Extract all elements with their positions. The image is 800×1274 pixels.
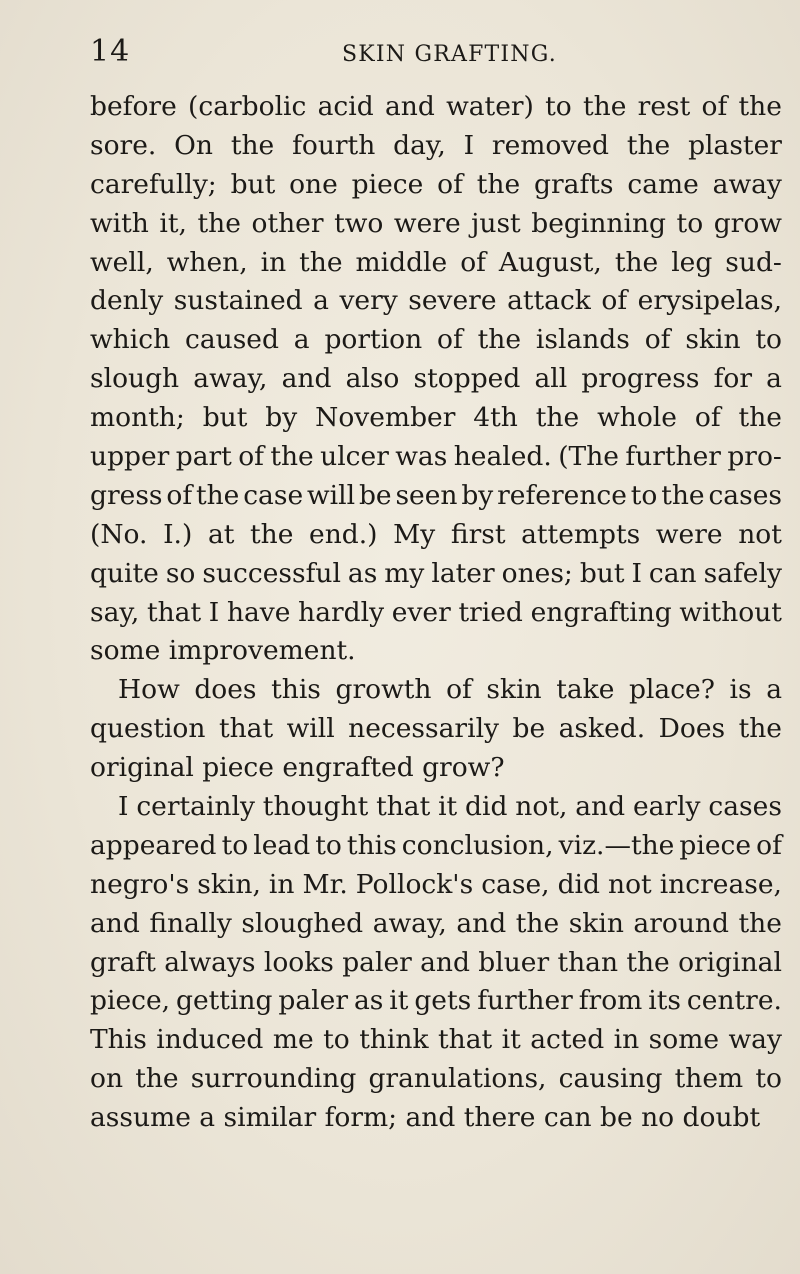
- text-line: and finally sloughed away, and the skin around the: [90, 907, 782, 939]
- text-line: negro's skin, in Mr. Pollock's case, did not increase,: [90, 868, 782, 900]
- text-line: on the surrounding granulations, causing them to: [90, 1063, 782, 1095]
- text-line: before (carbolic acid and water) to the rest of the: [90, 91, 782, 122]
- text-line: denly sustained a very severe attack of erysipelas,: [90, 285, 782, 317]
- text-line: assume a similar form; and there can be no doubt: [90, 1102, 761, 1134]
- text-line: graft always looks paler and bluer than the original: [90, 946, 782, 978]
- text-line: month; but by November 4th the whole of the: [90, 402, 782, 434]
- text-line: with it, the other two were just beginning to grow: [90, 207, 782, 239]
- text-line: which caused a portion of the islands of skin to: [90, 324, 782, 356]
- text-line: I certainly thought that it did not, and early cases: [118, 791, 782, 823]
- page-number: 14: [90, 34, 131, 69]
- text-line: carefully; but one piece of the grafts came away: [90, 168, 782, 200]
- text-line: gress of the case will be seen by reference to the cases: [90, 479, 782, 511]
- body-text: [90, 88, 782, 1138]
- text-line: say, that I have hardly ever tried engrafting without: [90, 596, 782, 628]
- text-line: (No. I.) at the end.) My first attempts were not: [90, 518, 782, 550]
- text-line: original piece engrafted grow?: [90, 752, 505, 784]
- text-line: sore. On the fourth day, I removed the plaster: [90, 129, 782, 161]
- text-line: appeared to lead to this conclusion, viz.—the piece of: [90, 829, 782, 861]
- text-line: How does this growth of skin take place? is a: [118, 674, 782, 706]
- text-line: question that will necessarily be asked. Does the: [90, 713, 782, 745]
- page-header: [0, 30, 800, 70]
- text-line: some improvement.: [90, 635, 356, 667]
- running-head: SKIN GRAFTING.: [342, 42, 557, 67]
- text-line: upper part of the ulcer was healed. (The further pro-: [90, 441, 782, 473]
- text-line: slough away, and also stopped all progress for a: [90, 363, 782, 395]
- text-line: This induced me to think that it acted in some way: [90, 1024, 782, 1056]
- text-line: piece, getting paler as it gets further from its centre.: [90, 985, 782, 1017]
- text-line: quite so successful as my later ones; but I can safely: [90, 557, 782, 589]
- text-line: well, when, in the middle of August, the leg sud-: [90, 246, 782, 278]
